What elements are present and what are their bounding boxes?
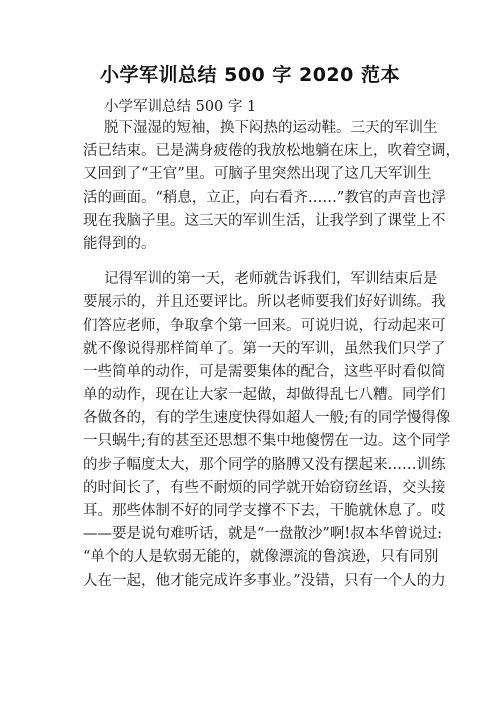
text-line: 要展示的，并且还要评比。所以老师要我们好好训练。我	[83, 294, 446, 311]
document-body	[83, 117, 460, 593]
document-subtitle: 小学军训总结 500 字 1	[104, 99, 257, 115]
paragraph-2	[83, 268, 451, 593]
text-line: 现在我脑子里。这三天的军训生活，让我学到了课堂上不	[83, 212, 446, 229]
text-line: 能得到的。	[83, 235, 156, 252]
document-title: 小学军训总结 500 字 2020 范本	[99, 64, 400, 86]
text-line: 耳。那些体制不好的同学支撑不下去，干脆就休息了。哎	[83, 503, 446, 519]
text-line: 又回到了“王官”里。可脑子里突然出现了这几天军训生	[83, 166, 432, 183]
text-line: 的步子幅度太大，那个同学的胳膊又没有摆起来……训练	[83, 456, 446, 473]
text-line: 的时间长了，有些不耐烦的同学就开始窃窃丝语，交头接	[83, 479, 446, 496]
text-line: 们答应老师，争取拿个第一回来。可说归说，行动起来可	[83, 317, 446, 334]
text-line: 一只蜗牛;有的甚至还思想不集中地傻愣在一边。这个同学	[83, 433, 451, 450]
text-line: “单个的人是软弱无能的，就像漂流的鲁滨逊，只有同别	[83, 549, 439, 566]
text-line: 人在一起，他才能完成许多事业。”没错，只有一个人的力	[83, 572, 446, 589]
paragraph-spacer	[83, 256, 427, 268]
text-line: 就不像说得那样简单了。第一天的军训，虽然我们只学了	[83, 340, 446, 357]
text-line: 一些简单的动作，可是需要集体的配合，这些平时看似简	[83, 363, 446, 380]
text-line: 活已结束。已是满身疲倦的我放松地躺在床上，吹着空调，	[83, 143, 460, 160]
text-line: 单的动作，现在让大家一起做，却做得乱七八糟。同学们	[83, 387, 446, 404]
text-line: ——要是说句难听话，就是“一盘散沙”啊!叔本华曾说过:	[83, 526, 443, 543]
text-line: 脱下湿湿的短袖，换下闷热的运动鞋。三天的军训生	[104, 120, 438, 136]
text-line: 各做各的，有的学生速度快得如超人一般;有的同学慢得像	[83, 410, 451, 427]
text-line: 记得军训的第一天，老师就告诉我们，军训结束后是	[104, 271, 438, 288]
text-line: 活的画面。“稍息，立正，向右看齐……”教官的声音也浮	[83, 189, 446, 206]
paragraph-1	[83, 117, 460, 256]
